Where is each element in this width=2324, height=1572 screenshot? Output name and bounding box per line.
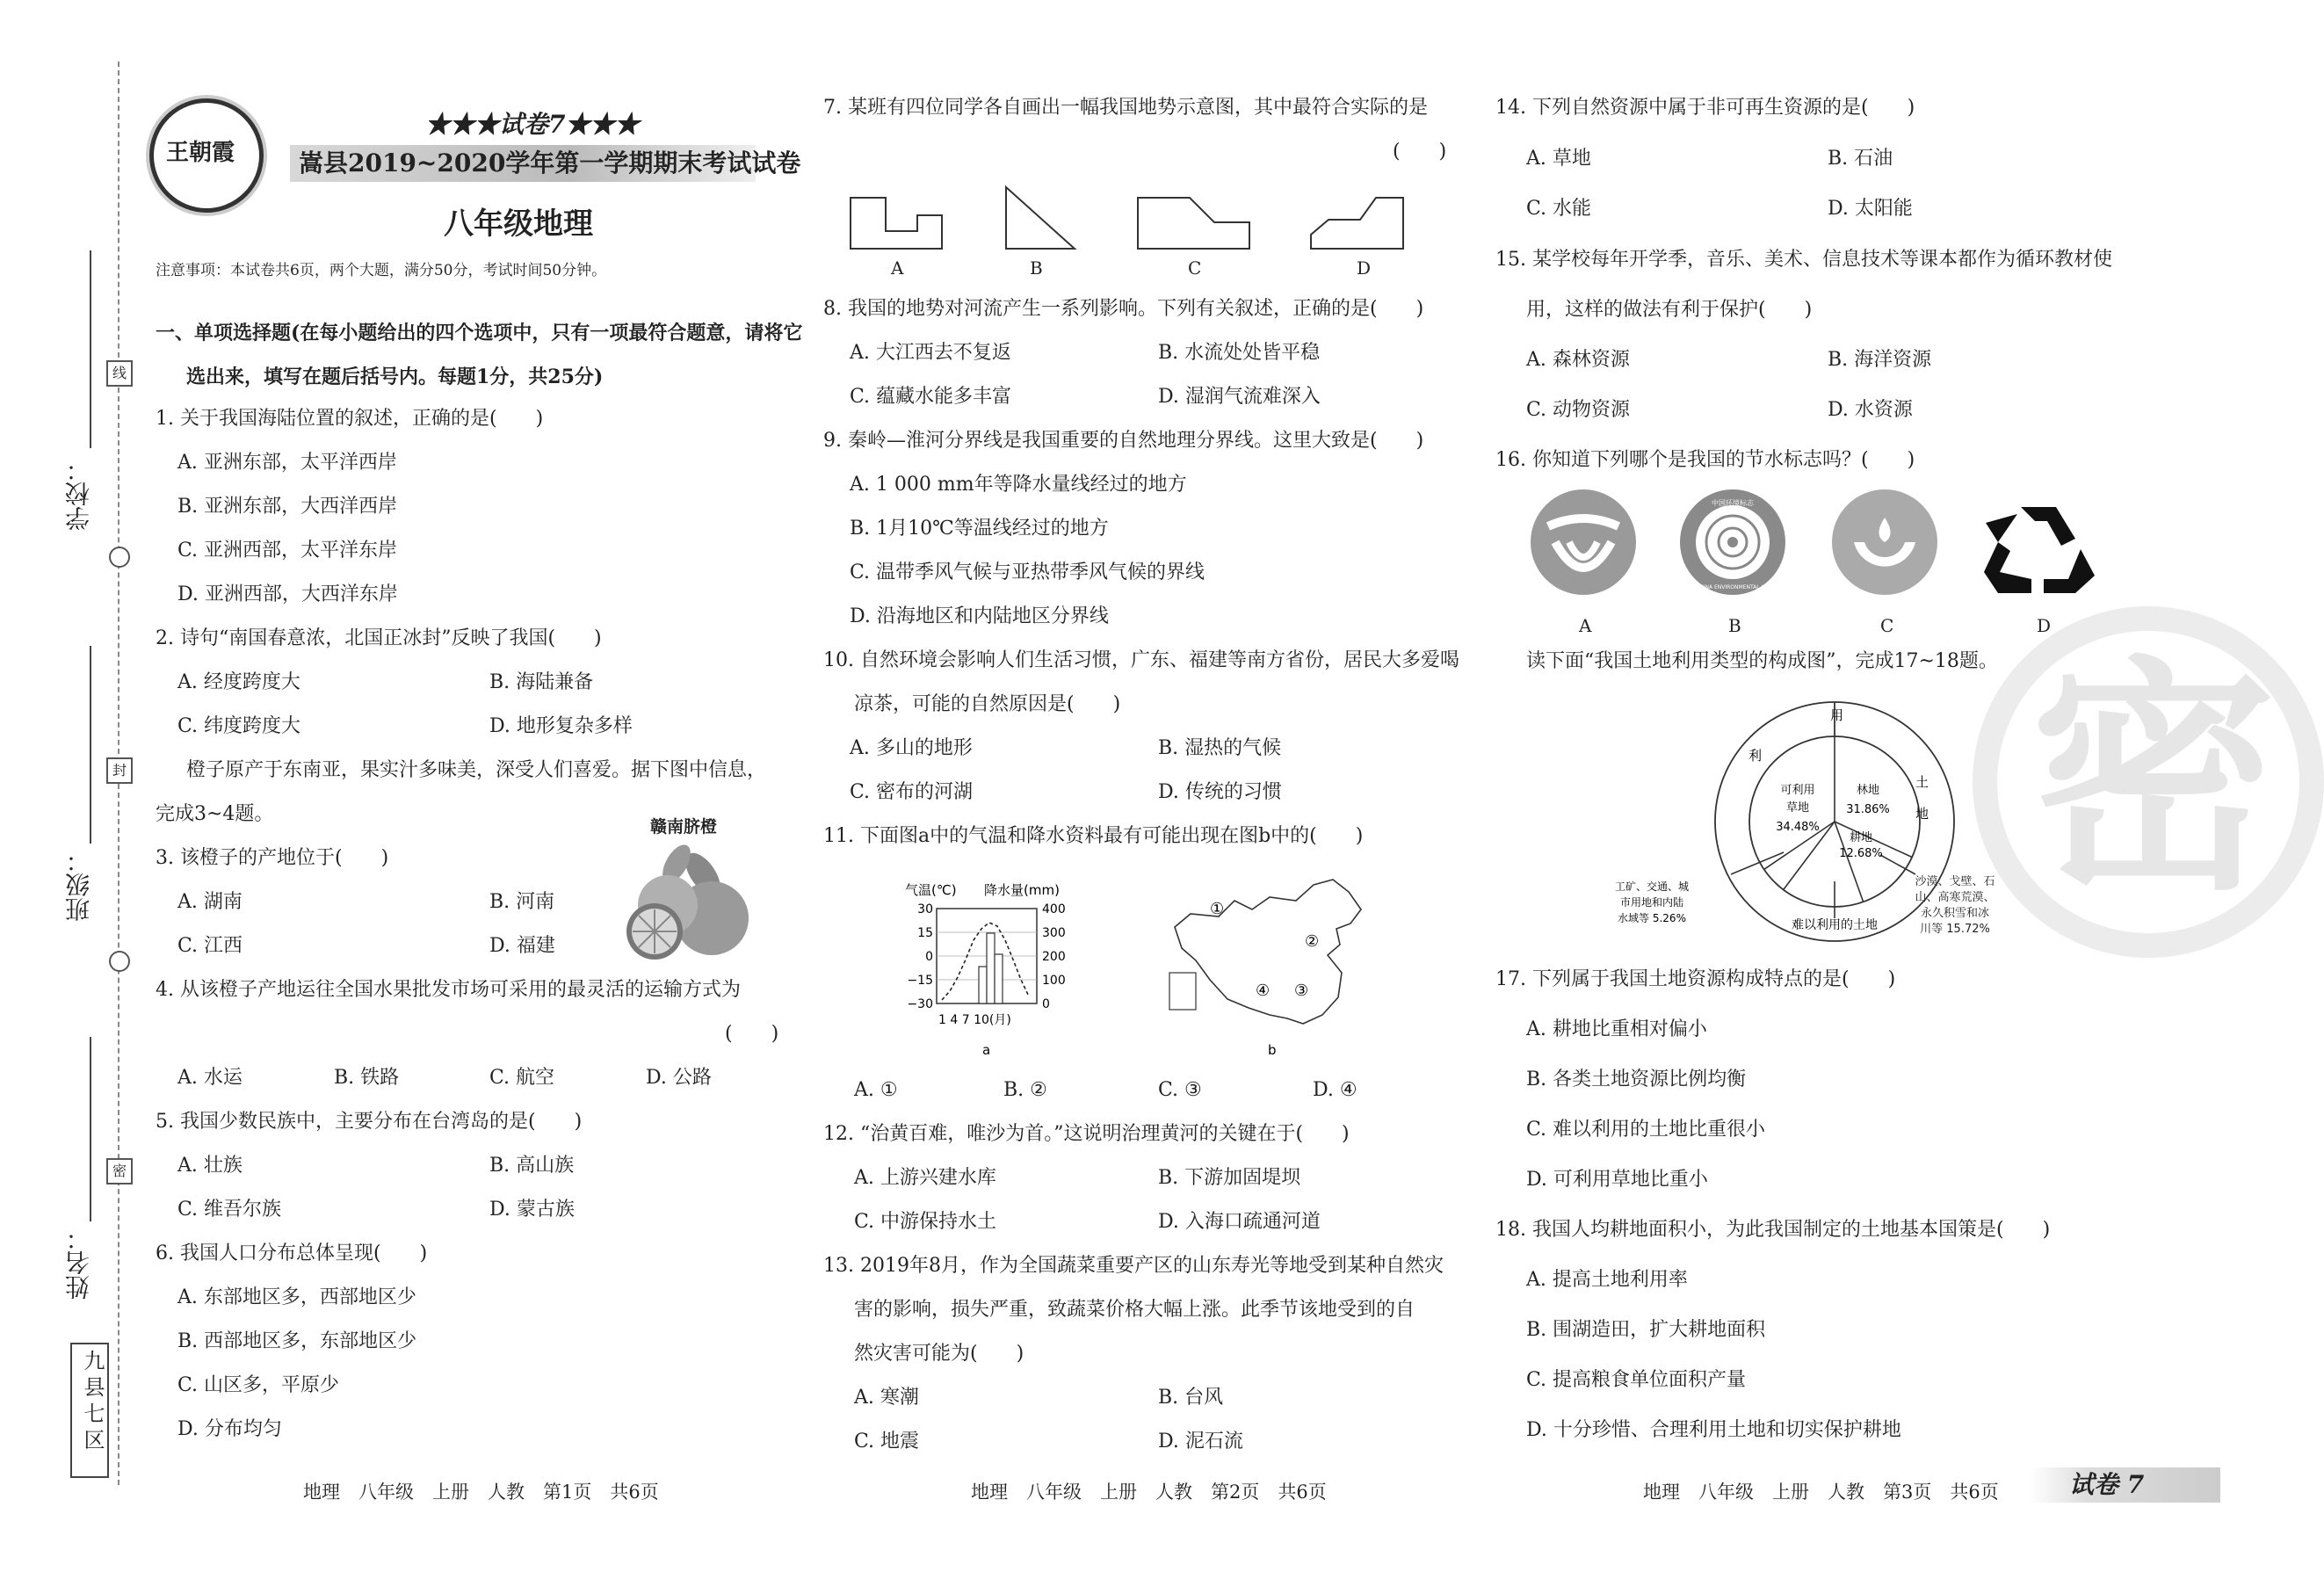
q1-option-c[interactable]: C. 亚洲西部，太平洋东岸 <box>177 540 398 561</box>
series-badge: ★★★试卷7★★★ <box>425 110 640 139</box>
q5-stem: 5. 我国少数民族中，主要分布在台湾岛的是( ) <box>156 1111 583 1133</box>
china-outline <box>1175 880 1361 1024</box>
q3-stem: 3. 该橙子的产地位于( ) <box>156 847 389 869</box>
logo-b-icon[interactable] <box>1680 489 1791 595</box>
name-label: 姓名： <box>64 1226 93 1300</box>
annotation-left: 水域等 5.26% <box>1618 912 1686 924</box>
q8-option-b[interactable]: B. 水流处处皆平稳 <box>1158 342 1321 364</box>
q14-option-d[interactable]: D. 太阳能 <box>1828 198 1913 220</box>
q5-option-c[interactable]: C. 维吾尔族 <box>177 1199 282 1221</box>
notice: 注意事项：本试卷共6页，两个大题，满分50分，考试时间50分钟。 <box>156 262 607 279</box>
pie-outer-label: 土 <box>1915 774 1929 790</box>
q16-label-b[interactable]: B <box>1728 615 1741 636</box>
footer-badge: 试卷 7 <box>2069 1470 2145 1499</box>
class-label: 班级： <box>64 848 93 922</box>
q4-option-a[interactable]: A. 水运 <box>177 1067 243 1089</box>
q12-option-c[interactable]: C. 中游保持水土 <box>854 1211 997 1233</box>
pie-outer-label: 用 <box>1830 707 1844 723</box>
q6-option-b[interactable]: B. 西部地区多，东部地区少 <box>177 1330 417 1352</box>
pie-outer-label: 地 <box>1915 806 1929 822</box>
map-mark-3: ③ <box>1294 982 1309 1000</box>
region-label: 九县七区 <box>80 1350 105 1455</box>
q15-stem: 15. 某学校每年开学季，音乐、美术、信息技术等课本都作为循环教材使 <box>1495 249 2112 271</box>
school-label: 学校： <box>64 457 93 531</box>
q5-option-b[interactable]: B. 高山族 <box>489 1155 575 1177</box>
q8-stem: 8. 我国的地势对河流产生一系列影响。下列有关叙述，正确的是( ) <box>823 298 1424 320</box>
slice-label: 31.86% <box>1846 803 1890 816</box>
q12-stem: 12. “治黄百难，唯沙为首。”这说明治理黄河的关键在于( ) <box>823 1123 1350 1145</box>
q11-climate-chart <box>896 879 1098 1063</box>
left-tick: −30 <box>907 997 933 1011</box>
seal-mi: 密 <box>106 1158 133 1184</box>
section-heading: 一、单项选择题(在每小题给出的四个选项中，只有一项最符合题意，请将它 <box>156 322 803 344</box>
section-heading-2: 选出来，填写在题后括号内。每题1分，共25分) <box>186 366 604 388</box>
q4-option-c[interactable]: C. 航空 <box>489 1067 555 1089</box>
q8-option-a[interactable]: A. 大江西去不复返 <box>850 342 1011 364</box>
precip-bar <box>987 933 995 1003</box>
q11-option-b[interactable]: B. ② <box>1003 1079 1047 1101</box>
terrain-d <box>1311 198 1403 249</box>
q16-label-d[interactable]: D <box>2037 615 2052 636</box>
q3-4-intro-2: 完成3~4题。 <box>156 803 274 825</box>
precip-bar <box>995 954 1003 1003</box>
annotation-bottom: 难以利用的土地 <box>1792 918 1878 932</box>
left-tick: 0 <box>925 950 933 964</box>
terrain-a <box>851 198 942 249</box>
q15-option-a[interactable]: A. 森林资源 <box>1526 349 1630 371</box>
footer-page-2: 地理 八年级 上册 人教 第2页 共6页 <box>971 1481 1327 1503</box>
q11-option-a[interactable]: A. ① <box>854 1079 898 1101</box>
south-china-sea-inset <box>1169 973 1196 1010</box>
q7-stem: 7. 某班有四位同学各自画出一幅我国地势示意图，其中最符合实际的是 <box>823 97 1428 119</box>
q18-stem: 18. 我国人均耕地面积小，为此我国制定的土地基本国策是( ) <box>1495 1219 2051 1241</box>
q6-option-d[interactable]: D. 分布均匀 <box>177 1418 282 1440</box>
logo-b-text: 中国环境标志 <box>1712 499 1754 507</box>
q18-option-d[interactable]: D. 十分珍惜、合理利用土地和切实保护耕地 <box>1526 1419 1901 1441</box>
annotation-left: 工矿、交通、城 <box>1614 880 1690 893</box>
q3-option-c[interactable]: C. 江西 <box>177 935 243 957</box>
q5-option-d[interactable]: D. 蒙古族 <box>489 1199 575 1221</box>
q15-stem-2: 用，这样的做法有利于保护( ) <box>1526 299 1813 321</box>
q7-label-d[interactable]: D <box>1357 257 1372 279</box>
slice-label: 34.48% <box>1776 821 1820 834</box>
footer-page-1: 地理 八年级 上册 人教 第1页 共6页 <box>303 1481 659 1503</box>
q17-18-intro: 读下面“我国土地利用类型的构成图”，完成17~18题。 <box>1526 650 1998 672</box>
q3-4-intro: 橙子原产于东南亚，果实汁多味美，深受人们喜爱。据下图中信息， <box>186 759 767 781</box>
slice-label: 可利用 <box>1780 784 1815 797</box>
left-tick: −15 <box>907 974 933 988</box>
watermark-seal-text: 密 <box>2031 637 2277 924</box>
q7-terrain-diagrams <box>843 180 1423 277</box>
q2-option-d[interactable]: D. 地形复杂多样 <box>489 715 633 737</box>
q16-label-a[interactable]: A <box>1579 615 1592 636</box>
exam-title: 嵩县2019~2020学年第一学期期末考试试卷 <box>299 149 801 177</box>
q18-option-c[interactable]: C. 提高粮食单位面积产量 <box>1526 1369 1747 1391</box>
q18-option-a[interactable]: A. 提高土地利用率 <box>1526 1269 1688 1291</box>
q13-option-c[interactable]: C. 地震 <box>854 1431 920 1452</box>
slice-label: 12.68% <box>1839 847 1883 860</box>
region-box <box>70 1343 109 1478</box>
pie-annotation-right <box>1898 874 2012 938</box>
logo-a-icon[interactable] <box>1531 489 1636 595</box>
class-blank <box>90 646 91 844</box>
binding-ring <box>109 951 130 972</box>
q12-option-d[interactable]: D. 入海口疏通河道 <box>1158 1211 1321 1233</box>
q6-option-a[interactable]: A. 东部地区多，西部地区少 <box>177 1286 416 1308</box>
q6-stem: 6. 我国人口分布总体呈现( ) <box>156 1242 428 1264</box>
q10-stem-2: 凉茶，可能的自然原因是( ) <box>854 693 1121 715</box>
q14-option-b[interactable]: B. 石油 <box>1828 148 1893 170</box>
q2-option-b[interactable]: B. 海陆兼备 <box>489 671 594 693</box>
slice-label: 林地 <box>1856 784 1880 797</box>
orange-image <box>615 839 764 962</box>
publisher-logo <box>149 98 264 213</box>
climate-precip-title: 降水量(mm) <box>984 882 1060 898</box>
q9-option-c[interactable]: C. 温带季风气候与亚热带季风气候的界线 <box>850 561 1205 583</box>
q1-option-b[interactable]: B. 亚洲东部，大西洋西岸 <box>177 496 398 518</box>
seal-xian: 线 <box>106 360 133 387</box>
q12-option-b[interactable]: B. 下游加固堤坝 <box>1158 1167 1301 1189</box>
q1-option-a[interactable]: A. 亚洲东部，太平洋西岸 <box>177 452 397 474</box>
q6-option-c[interactable]: C. 山区多，平原少 <box>177 1374 340 1396</box>
slice-label: 草地 <box>1785 801 1810 815</box>
q11-stem: 11. 下面图a中的气温和降水资料最有可能出现在图b中的( ) <box>823 825 1364 847</box>
q9-stem: 9. 秦岭—淮河分界线是我国重要的自然地理分界线。这里大致是( ) <box>823 430 1424 452</box>
publisher-logo-text: 王朝霞 <box>166 140 235 166</box>
q12-option-a[interactable]: A. 上游兴建水库 <box>854 1167 996 1189</box>
q3-option-b[interactable]: B. 河南 <box>489 891 555 913</box>
annotation-right: 川等 15.72% <box>1920 923 1990 936</box>
subject-title: 八年级地理 <box>444 206 593 242</box>
q11-china-map <box>1164 874 1384 1063</box>
q9-option-a[interactable]: A. 1 000 mm年等降水量线经过的地方 <box>850 474 1187 496</box>
q13-stem-3: 然灾害可能为( ) <box>854 1343 1024 1365</box>
precip-bar <box>979 967 987 1003</box>
map-mark-4: ④ <box>1256 982 1271 1000</box>
q13-option-d[interactable]: D. 泥石流 <box>1158 1431 1243 1452</box>
q13-stem: 13. 2019年8月，作为全国蔬菜重要产区的山东寿光等地受到某种自然灾 <box>823 1255 1444 1277</box>
q14-option-c[interactable]: C. 水能 <box>1526 198 1592 220</box>
q10-option-d[interactable]: D. 传统的习惯 <box>1158 781 1282 803</box>
watermark-seal <box>1973 606 2324 958</box>
q7-answer-paren[interactable]: ( ) <box>1393 141 1447 163</box>
logo-d-recycle-icon[interactable] <box>1984 507 2095 593</box>
logo-b-text-2: CHINA ENVIRONMENTAL LABELLING <box>1696 584 1791 590</box>
q2-option-a[interactable]: A. 经度跨度大 <box>177 671 300 693</box>
school-blank <box>90 250 91 448</box>
logo-c-icon[interactable] <box>1832 489 1937 595</box>
q10-option-a[interactable]: A. 多山的地形 <box>850 737 973 759</box>
chart-a-caption: a <box>982 1042 991 1058</box>
q14-stem: 14. 下列自然资源中属于非可再生资源的是( ) <box>1495 97 1915 119</box>
q1-stem: 1. 关于我国海陆位置的叙述，正确的是( ) <box>156 408 544 430</box>
slice-label: 耕地 <box>1849 831 1873 844</box>
q16-logos <box>1529 488 2126 606</box>
q15-option-c[interactable]: C. 动物资源 <box>1526 399 1631 421</box>
annotation-left: 市用地和内陆 <box>1619 896 1684 909</box>
q5-option-a[interactable]: A. 壮族 <box>177 1155 243 1177</box>
annotation-right: 沙漠、戈壁、石 <box>1915 875 1995 888</box>
q11-option-c[interactable]: C. ③ <box>1158 1079 1202 1101</box>
q15-option-b[interactable]: B. 海洋资源 <box>1828 349 1932 371</box>
footer-page-3: 地理 八年级 上册 人教 第3页 共6页 <box>1643 1481 1999 1503</box>
annotation-right: 山、高寒荒漠、 <box>1915 891 1995 904</box>
q8-option-d[interactable]: D. 湿润气流难深入 <box>1158 386 1321 408</box>
q1-option-d[interactable]: D. 亚洲西部，大西洋东岸 <box>177 583 398 605</box>
q11-option-d[interactable]: D. ④ <box>1313 1079 1357 1101</box>
q9-option-d[interactable]: D. 沿海地区和内陆地区分界线 <box>850 605 1109 627</box>
q2-stem: 2. 诗句“南国春意浓，北国正冰封”反映了我国( ) <box>156 627 602 649</box>
q4-option-b[interactable]: B. 铁路 <box>334 1067 400 1089</box>
climate-temp-title: 气温(℃) <box>905 882 957 898</box>
annotation-right: 永久积雪和冰 <box>1920 907 1989 920</box>
right-tick: 400 <box>1042 902 1066 916</box>
q14-option-a[interactable]: A. 草地 <box>1526 148 1591 170</box>
map-b-caption: b <box>1268 1042 1277 1058</box>
seal-feng: 封 <box>106 757 133 784</box>
right-tick: 100 <box>1042 974 1066 988</box>
right-tick: 0 <box>1042 997 1050 1011</box>
map-mark-2: ② <box>1305 932 1320 951</box>
q16-label-c[interactable]: C <box>1880 615 1894 636</box>
binding-ring <box>109 547 130 568</box>
q4-stem: 4. 从该橙子产地运往全国水果批发市场可采用的最灵活的运输方式为 <box>156 979 741 1001</box>
q10-option-c[interactable]: C. 密布的河湖 <box>850 781 974 803</box>
q17-stem: 17. 下列属于我国土地资源构成特点的是( ) <box>1495 968 1896 990</box>
q7-label-b[interactable]: B <box>1030 257 1043 279</box>
q13-option-b[interactable]: B. 台风 <box>1158 1387 1224 1409</box>
terrain-b <box>1006 187 1075 249</box>
left-tick: 30 <box>917 902 933 916</box>
left-tick: 15 <box>917 926 933 940</box>
q13-stem-2: 害的影响，损失严重，致蔬菜价格大幅上涨。此季节该地受到的自 <box>854 1299 1415 1321</box>
q3-option-d[interactable]: D. 福建 <box>489 935 555 957</box>
right-tick: 200 <box>1042 950 1066 964</box>
q9-option-b[interactable]: B. 1月10℃等温线经过的地方 <box>850 518 1109 540</box>
orange-label: 赣南脐橙 <box>650 817 718 837</box>
q4-answer-paren[interactable]: ( ) <box>725 1023 779 1045</box>
q17-option-a[interactable]: A. 耕地比重相对偏小 <box>1526 1018 1707 1040</box>
q17-option-b[interactable]: B. 各类土地资源比例均衡 <box>1526 1069 1747 1090</box>
q17-option-c[interactable]: C. 难以利用的土地比重很小 <box>1526 1119 1766 1141</box>
month-ticks: 1 4 7 10(月) <box>938 1013 1011 1027</box>
q13-option-a[interactable]: A. 寒潮 <box>854 1387 919 1409</box>
q7-label-c[interactable]: C <box>1188 257 1202 279</box>
q18-option-b[interactable]: B. 围湖造田，扩大耕地面积 <box>1526 1319 1766 1341</box>
q2-option-c[interactable]: C. 纬度跨度大 <box>177 715 301 737</box>
q8-option-c[interactable]: C. 蕴藏水能多丰富 <box>850 386 1012 408</box>
q4-option-d[interactable]: D. 公路 <box>646 1067 712 1089</box>
pie-outer-label: 利 <box>1748 748 1763 764</box>
terrain-c <box>1138 198 1249 249</box>
right-tick: 300 <box>1042 926 1066 940</box>
q3-option-a[interactable]: A. 湖南 <box>177 891 243 913</box>
q15-option-d[interactable]: D. 水资源 <box>1828 399 1913 421</box>
q10-option-b[interactable]: B. 湿热的气候 <box>1158 737 1282 759</box>
name-blank <box>90 1037 91 1221</box>
q7-label-a[interactable]: A <box>891 257 904 279</box>
q10-stem: 10. 自然环境会影响人们生活习惯，广东、福建等南方省份，居民大多爱喝 <box>823 649 1459 671</box>
q17-option-d[interactable]: D. 可利用草地比重小 <box>1526 1169 1708 1191</box>
q16-stem: 16. 你知道下列哪个是我国的节水标志吗？( ) <box>1495 449 1915 471</box>
map-mark-1: ① <box>1210 900 1225 918</box>
